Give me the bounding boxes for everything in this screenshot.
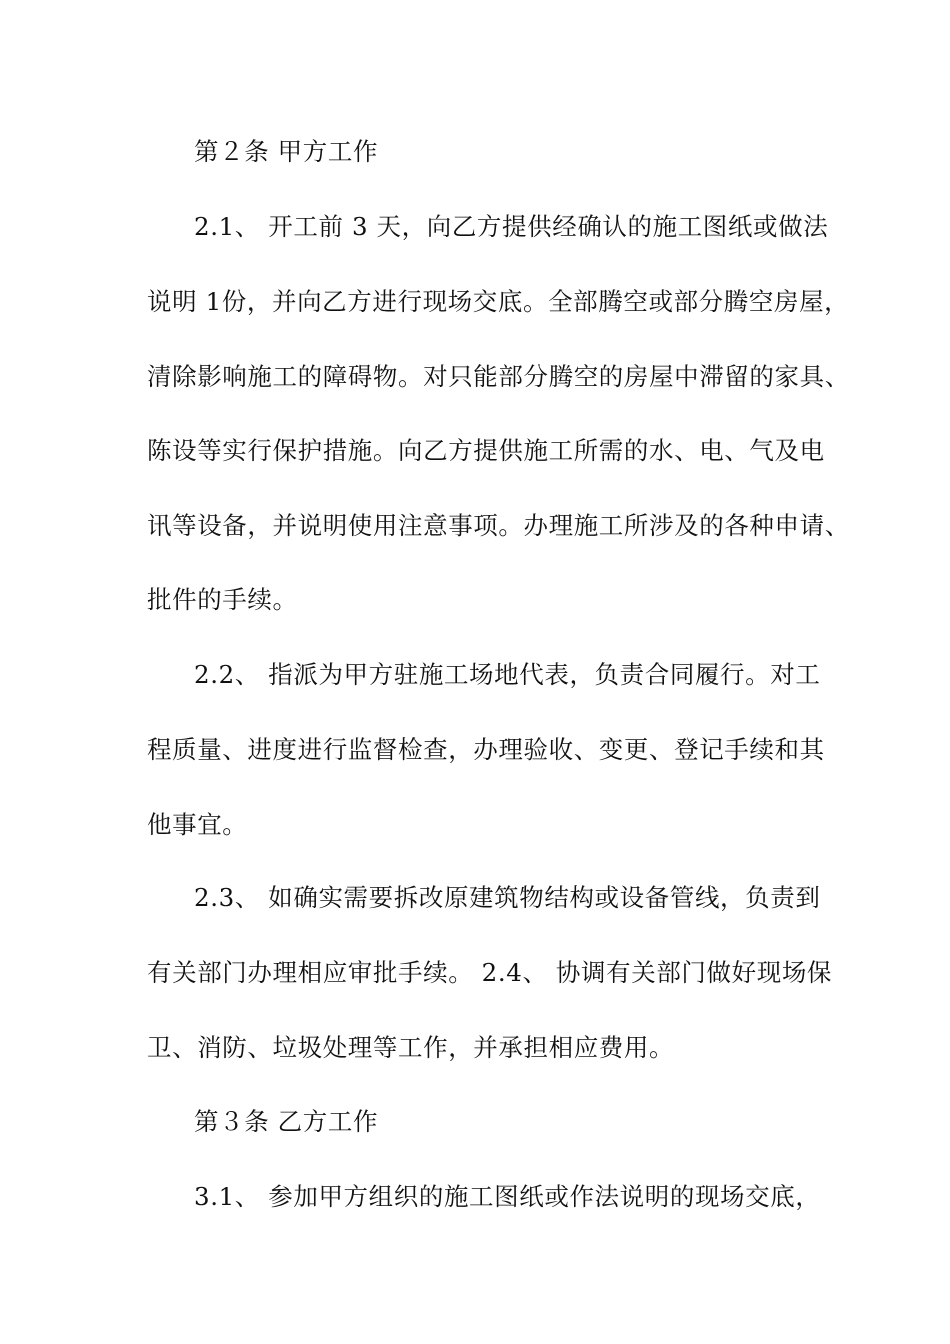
paragraph-line: 陈设等实行保护措施。向乙方提供施工所需的水、电、气及电 bbox=[147, 436, 825, 465]
paragraph-line: 3.1、 参加甲方组织的施工图纸或作法说明的现场交底， bbox=[194, 1182, 821, 1211]
paragraph-line: 程质量、进度进行监督检查，办理验收、变更、登记手续和其 bbox=[147, 735, 825, 764]
paragraph-line: 他事宜。 bbox=[147, 810, 248, 839]
paragraph-line: 清除影响施工的障碍物。对只能部分腾空的房屋中滞留的家具、 bbox=[147, 362, 850, 391]
paragraph-line: 2.2、 指派为甲方驻施工场地代表，负责合同履行。对工 bbox=[194, 660, 821, 689]
section-heading-article-3: 第３条 乙方工作 bbox=[194, 1107, 379, 1136]
paragraph-line: 讯等设备，并说明使用注意事项。办理施工所涉及的各种申请、 bbox=[147, 511, 850, 540]
paragraph-line: 卫、消防、垃圾处理等工作，并承担相应费用。 bbox=[147, 1033, 675, 1062]
paragraph-line: 2.3、 如确实需要拆改原建筑物结构或设备管线，负责到 bbox=[194, 883, 821, 912]
paragraph-line: 批件的手续。 bbox=[147, 585, 298, 614]
paragraph-line: 有关部门办理相应审批手续。 2.4、 协调有关部门做好现场保 bbox=[147, 958, 833, 987]
section-heading-article-2: 第２条 甲方工作 bbox=[194, 137, 379, 166]
paragraph-line: 说明 1份，并向乙方进行现场交底。全部腾空或部分腾空房屋， bbox=[147, 287, 850, 316]
paragraph-line: 2.1、 开工前 3 天，向乙方提供经确认的施工图纸或做法 bbox=[194, 212, 829, 241]
